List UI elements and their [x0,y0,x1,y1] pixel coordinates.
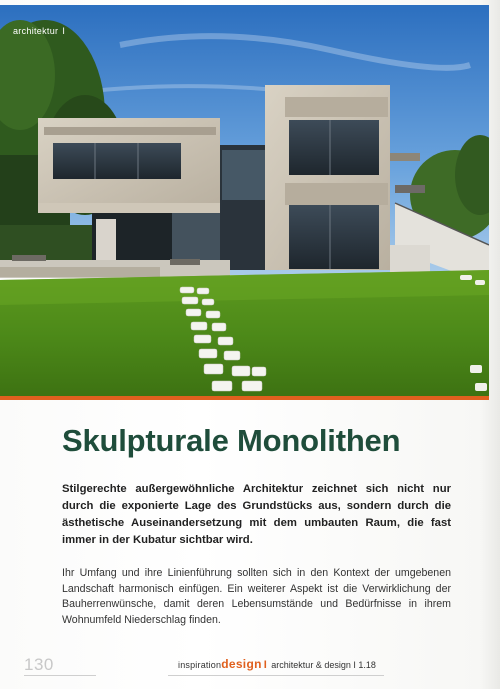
brand-bar: I [263,659,267,671]
issue-label: architektur & design I 1.18 [271,660,376,670]
page-number-rule [24,675,96,676]
magazine-footer [178,657,376,671]
section-separator: I [62,26,66,36]
brand-name: design [221,657,262,671]
section-name: architektur [13,26,59,36]
house-photo [0,5,489,397]
photo-divider [0,396,489,400]
page-number: 130 [24,655,54,674]
section-label [13,26,65,36]
footer-rule [168,675,384,676]
article-body: Ihr Umfang und ihre Linienführung sollten sich in den Kontext der umgebenen Landschaft harmonisch einfügen. Ein weiterer Aspekt ist die Verwirklichung der Bauherrenwünsche, damit deren Lebensumstände und Bedürfnisse in ihrem Wohnumfeld Niederschlag finden. [62,567,451,626]
article-headline: Skulpturale Monolithen [62,423,401,458]
article-lead: Stilgerechte außergewöhnliche Architektur zeichnet sich nicht nur durch die exponierte Lage des Grundstücks aus, sondern durch die ästhetische Auseinandersetzung mit dem umbauten Raum, die fast immer in der Kubatur sichtbar wird. [62,483,451,546]
brand-prefix: inspiration [178,660,222,670]
